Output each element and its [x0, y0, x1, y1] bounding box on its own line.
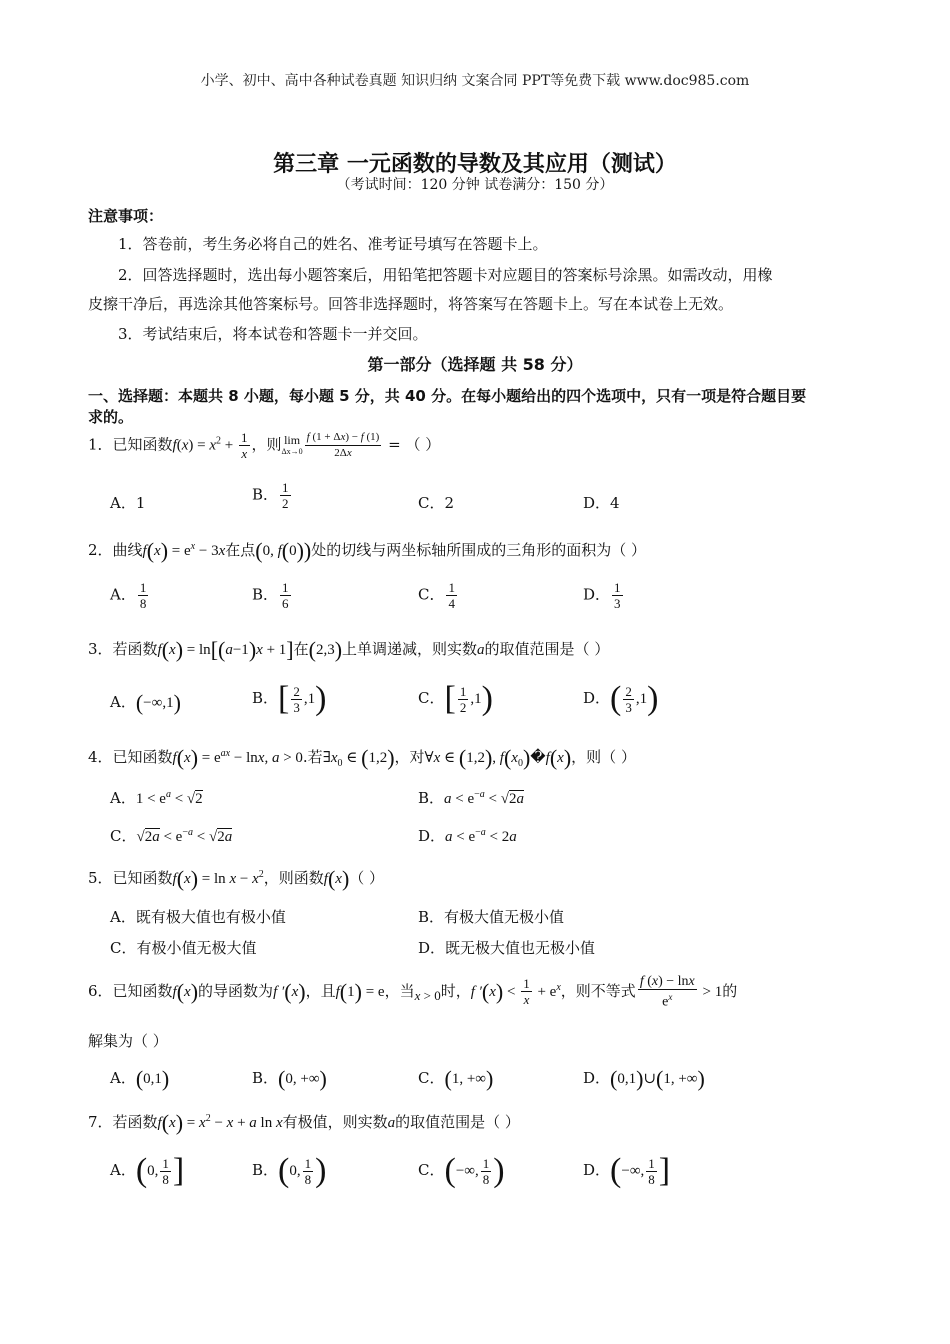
formula: 1 < e — [135, 791, 166, 807]
formula: x — [489, 983, 496, 1000]
option-b[interactable] — [252, 1152, 326, 1190]
question-text: ，则不等式 — [560, 981, 636, 1000]
formula: < — [503, 983, 520, 1000]
formula: ) — [315, 1152, 327, 1189]
formula: ) — [485, 1066, 494, 1091]
option-c[interactable] — [418, 680, 493, 718]
formula: 0,1 — [143, 1071, 162, 1087]
formula: + — [233, 1115, 250, 1131]
formula: ( — [610, 1152, 622, 1189]
option-label: C． — [110, 827, 137, 845]
formula: ( — [610, 1066, 618, 1091]
formula: 0 — [517, 758, 523, 769]
formula: ( — [339, 978, 348, 1004]
formula: − 3 — [195, 543, 219, 559]
formula: 0, +∞ — [285, 1071, 320, 1087]
fraction: $\frac{1}{8}$ — [648, 1155, 655, 1187]
formula: − — [210, 1115, 227, 1131]
formula: ( — [503, 745, 512, 770]
formula: ) — [563, 745, 572, 770]
formula: x — [169, 1115, 176, 1131]
option-a[interactable] — [110, 1066, 169, 1092]
formula: > 0 — [420, 987, 441, 1003]
option-a[interactable] — [110, 1152, 184, 1190]
formula: ) — [334, 637, 343, 662]
formula: x — [291, 983, 299, 1000]
formula: < e — [159, 829, 183, 845]
question-text: 处的切线与两坐标轴所围成的三角形的面积为（ ） — [311, 541, 647, 559]
formula: , — [492, 750, 500, 766]
formula: ( — [444, 1152, 456, 1189]
option-d[interactable] — [418, 825, 517, 846]
option-label: A． — [110, 693, 136, 711]
exam-info: （考试时间：120 分钟 试卷满分：150 分） — [336, 177, 614, 193]
formula: x — [252, 871, 259, 887]
formula: ) — [173, 690, 181, 715]
formula: ) — [387, 745, 395, 770]
formula: x — [199, 1115, 206, 1131]
option-b[interactable] — [418, 787, 524, 808]
formula: = e — [361, 983, 385, 1000]
option-a[interactable]: A．既有极大值也有极小值 — [110, 908, 286, 926]
question-2 — [88, 538, 646, 564]
option-c[interactable] — [418, 1152, 505, 1190]
question-text: 的 — [722, 981, 738, 1000]
question-text: 7．若函数 — [88, 1113, 158, 1131]
option-d[interactable] — [583, 580, 625, 611]
question-4 — [88, 745, 636, 771]
formula: a — [271, 750, 280, 766]
formula: 2a — [217, 829, 233, 845]
limit-operator: lim Δx→0 — [281, 432, 303, 456]
formula: f — [157, 1115, 162, 1131]
formula: −a — [474, 789, 485, 800]
fraction: $\frac{1}{8}$ — [304, 1155, 312, 1187]
option-b[interactable] — [252, 580, 293, 611]
formula: ,1 — [470, 691, 482, 707]
formula: ∈ — [342, 750, 362, 766]
formula: x — [414, 987, 421, 1003]
formula: ( — [308, 637, 316, 662]
formula: f — [172, 750, 177, 766]
formula: 1,2 — [466, 750, 485, 766]
formula: x — [154, 543, 161, 559]
option-label: D． — [418, 827, 446, 845]
formula: )) — [296, 538, 312, 563]
formula: −a — [475, 827, 486, 838]
formula: < √ — [170, 791, 196, 807]
formula: + — [221, 437, 237, 454]
formula: 0, — [262, 543, 278, 559]
formula: f — [335, 983, 340, 1000]
question-text: ，则（ ） — [571, 748, 636, 766]
formula: < e — [451, 791, 475, 807]
question-3 — [88, 637, 609, 663]
formula: ( — [610, 680, 622, 717]
formula: < 2 — [485, 829, 510, 845]
formula: f — [172, 871, 177, 887]
formula: ] — [658, 1152, 671, 1189]
formula: 0,1 — [617, 1071, 637, 1087]
question-5 — [88, 866, 384, 892]
question-text: 在 — [293, 640, 309, 658]
formula: ( — [444, 1066, 452, 1091]
formula: a — [225, 642, 233, 658]
formula: −∞, — [455, 1163, 479, 1179]
formula: x — [275, 1115, 283, 1131]
formula: a — [445, 829, 453, 845]
option-label: D． — [583, 1069, 611, 1087]
formula: 2a — [144, 829, 160, 845]
option-label: B． — [252, 585, 279, 604]
formula: ) — [354, 978, 362, 1004]
formula: x — [209, 437, 217, 454]
formula: 2 — [216, 435, 222, 447]
formula: ( — [281, 538, 290, 563]
formula: x — [226, 1115, 234, 1131]
formula: ) — [697, 1066, 705, 1091]
question-text: 的取值范围是（ ） — [395, 1113, 520, 1131]
question-text: （ ） — [349, 869, 385, 887]
formula: x — [511, 750, 518, 766]
notice-heading: 注意事项： — [88, 207, 164, 225]
formula: = e — [168, 543, 191, 559]
formula: f — [323, 871, 328, 887]
formula: ( — [135, 1152, 148, 1189]
notice-item-2: 2．回答选择题时，选出每小题答案后，用铅笔把答题卡对应题目的答案标号涂黑。如需改动，用橡 — [118, 266, 773, 284]
formula: > 1 — [698, 983, 723, 1000]
formula: = — [183, 1115, 200, 1131]
question-text: 4．已知函数 — [88, 748, 173, 766]
formula: ) — [161, 1066, 170, 1091]
formula: [ — [444, 680, 456, 717]
formula: 0 — [289, 543, 297, 559]
formula: ( — [146, 538, 155, 563]
question-1 — [88, 430, 440, 461]
option-label: C． — [418, 585, 445, 604]
formula: = ln — [198, 871, 230, 887]
formula: ) — [175, 1110, 184, 1135]
question-7 — [88, 1110, 520, 1136]
formula: ( — [255, 538, 263, 563]
formula: −∞, — [621, 1163, 645, 1179]
question-text: 1．已知函数 — [88, 435, 173, 454]
formula: a — [165, 789, 171, 800]
formula: −1 — [232, 642, 249, 658]
option-d[interactable] — [583, 1066, 705, 1092]
formula: + 1 — [262, 642, 287, 658]
formula: ∀ — [424, 750, 434, 766]
fraction: $\frac{1}{8}$ — [162, 1155, 169, 1187]
option-c[interactable] — [110, 825, 232, 846]
formula: ) — [647, 680, 659, 717]
question-text: 的导函数为 — [198, 981, 274, 1000]
formula: 2a — [509, 791, 524, 807]
formula: √ — [136, 829, 145, 845]
formula: ) — [341, 866, 350, 891]
formula: ( — [176, 978, 185, 1004]
formula: f ′ — [470, 983, 482, 1000]
formula: x — [184, 983, 191, 1000]
question-text: 的取值范围是（ ） — [484, 640, 610, 658]
question-text: 上单调递减，则实数 — [342, 640, 478, 658]
formula: 2 — [258, 869, 264, 880]
formula: ) = — [188, 437, 210, 454]
formula: 0 — [337, 758, 343, 769]
formula: ∃ — [322, 750, 331, 766]
formula: ) — [160, 538, 169, 563]
formula: x — [218, 543, 226, 559]
formula: ) — [315, 680, 327, 717]
formula: [( — [210, 637, 226, 662]
formula: ) — [319, 1066, 327, 1091]
formula: a — [477, 642, 485, 658]
formula: f — [157, 642, 162, 658]
formula: ) — [484, 745, 493, 770]
formula: ( — [135, 1066, 144, 1091]
formula: a — [509, 829, 517, 845]
formula: x — [190, 541, 196, 552]
formula: f — [499, 750, 504, 766]
option-d[interactable]: D．4 — [583, 494, 620, 512]
formula: = ln — [183, 642, 211, 658]
formula: 1, +∞ — [663, 1071, 698, 1087]
fraction: $\frac{1}{6}$ — [282, 580, 289, 611]
formula: , — [264, 750, 272, 766]
formula: f ′ — [273, 983, 285, 1000]
question-text: ，则函数 — [263, 869, 324, 887]
formula: ] — [172, 1152, 185, 1189]
formula: ) — [190, 745, 199, 770]
fraction: $\frac{f (1 + \Delta x) - f (1)}{2\Delta x}$ — [306, 431, 380, 459]
formula: < √ — [192, 829, 218, 845]
formula: ,1 — [635, 691, 648, 707]
formula: ( — [327, 866, 336, 891]
option-label: B． — [252, 485, 279, 504]
formula: ∈ — [440, 750, 459, 766]
option-c[interactable]: C．有极小值无极大值 — [110, 939, 257, 957]
formula: ( — [176, 866, 185, 891]
fraction: $\frac{1}{3}$ — [614, 580, 621, 611]
question-text: 有极值，则实数 — [282, 1113, 388, 1131]
formula: − ln — [230, 750, 258, 766]
formula: ∪ — [643, 1071, 657, 1087]
option-a[interactable] — [110, 580, 150, 611]
option-b[interactable] — [252, 480, 293, 511]
option-a[interactable]: A．1 — [110, 494, 146, 512]
formula: ,1 — [303, 691, 316, 707]
formula: 1,2 — [368, 750, 388, 766]
option-b[interactable]: B．有极大值无极小值 — [418, 908, 565, 926]
formula: ) — [636, 1066, 644, 1091]
formula: ] — [286, 637, 294, 662]
option-label: D． — [583, 585, 611, 604]
formula: ( — [361, 745, 369, 770]
formula: x — [181, 437, 189, 454]
formula: x — [256, 642, 263, 658]
formula: x — [335, 871, 342, 887]
question-text: ，且 — [305, 981, 336, 1000]
formula: a — [387, 1115, 396, 1131]
option-label: B． — [252, 1069, 279, 1087]
option-label: C． — [418, 689, 445, 707]
formula: ln — [256, 1115, 276, 1131]
formula: ( — [278, 1066, 286, 1091]
formula: ( — [176, 745, 185, 770]
formula: a — [444, 791, 452, 807]
question-text: 6．已知函数 — [88, 981, 173, 1000]
formula: ( — [481, 978, 490, 1004]
formula: x — [433, 750, 441, 766]
formula: ) — [493, 1152, 505, 1189]
formula: ( — [135, 690, 144, 715]
formula: x — [184, 871, 191, 887]
question-text: 5．已知函数 — [88, 869, 173, 887]
formula: + e — [533, 983, 557, 1000]
fraction: $\frac{1}{x}$ — [523, 976, 530, 1008]
option-b[interactable] — [252, 680, 326, 718]
formula: f — [172, 437, 177, 454]
fraction: $\frac{f (x) - \ln x}{e^x}$ — [639, 974, 695, 1010]
formula: ) — [248, 637, 257, 662]
option-label: A． — [110, 1069, 136, 1087]
option-label: B． — [418, 789, 445, 807]
page-title: 第三章 一元函数的导数及其应用（测试） — [273, 152, 677, 177]
option-a[interactable] — [110, 690, 181, 716]
formula: x — [169, 642, 176, 658]
formula: x — [556, 981, 561, 993]
formula: ( — [176, 437, 182, 454]
formula: x — [557, 750, 564, 766]
option-label: A． — [110, 789, 136, 807]
formula: > 0 — [279, 750, 303, 766]
option-label: D． — [583, 1161, 611, 1179]
question-6 — [88, 974, 737, 1010]
question-text: = （ ） — [383, 435, 441, 454]
formula: ( — [161, 637, 170, 662]
fraction: $\frac{1}{x}$ — [241, 430, 248, 461]
formula: ) — [298, 978, 306, 1004]
fraction: $\frac{1}{8}$ — [139, 580, 147, 611]
formula: f — [142, 543, 147, 559]
fraction: $\frac{1}{4}$ — [448, 580, 455, 611]
formula: f — [545, 750, 550, 766]
fraction: $\frac{1}{8}$ — [482, 1155, 490, 1187]
option-c[interactable]: C．2 — [418, 494, 455, 512]
formula: ax — [220, 748, 231, 759]
option-label: B． — [252, 1161, 279, 1179]
formula: 2 — [195, 791, 203, 807]
option-label: C． — [418, 1161, 445, 1179]
option-label: C． — [418, 1069, 445, 1087]
question-6-cont: 解集为（ ） — [88, 1032, 168, 1050]
option-label: B． — [252, 689, 279, 707]
formula: −∞,1 — [143, 695, 174, 711]
notice-item-1: 1．答卷前，考生务必将自己的姓名、准考证号填写在答题卡上。 — [118, 235, 548, 253]
question-text: .若 — [302, 748, 323, 766]
formula: ( — [549, 745, 558, 770]
formula: 0, — [147, 1163, 159, 1179]
option-b[interactable] — [252, 1066, 327, 1092]
formula: 1, +∞ — [451, 1071, 486, 1087]
formula: < √ — [484, 791, 509, 807]
formula: x — [330, 750, 338, 766]
fraction: $\frac{1}{2}$ — [459, 683, 467, 715]
page-header: 小学、初中、高中各种试卷真题 知识归纳 文案合同 PPT等免费下载 www.doc985.com — [200, 73, 750, 89]
formula: f — [277, 543, 282, 559]
question-text: ，对 — [394, 748, 425, 766]
question-text: 2．曲线 — [88, 541, 143, 559]
option-c[interactable] — [418, 580, 459, 611]
question-text: ，则 — [251, 435, 282, 454]
question-text: 3．若函数 — [88, 640, 158, 658]
option-c[interactable] — [418, 1066, 493, 1092]
formula: ( — [278, 1152, 290, 1189]
notice-item-2-cont: 皮擦干净后，再选涂其他答案标号。回答非选择题时，将答案写在答题卡上。写在本试卷上无效。 — [88, 295, 734, 313]
formula: � — [530, 750, 546, 766]
option-label: D． — [583, 689, 611, 707]
formula: ) — [481, 680, 493, 717]
option-label: A． — [110, 585, 136, 604]
formula: ( — [161, 1110, 170, 1135]
option-label: A． — [110, 1161, 136, 1179]
fraction: $\frac{2}{3}$ — [625, 683, 632, 715]
option-d[interactable]: D．既无极大值也无极小值 — [418, 939, 596, 957]
formula: 0, — [289, 1163, 301, 1179]
formula: ) — [522, 745, 531, 770]
formula: 1 — [347, 983, 355, 1000]
formula: f — [172, 983, 177, 1000]
formula: ) — [495, 978, 504, 1004]
option-d[interactable] — [583, 1152, 670, 1190]
fraction: $\frac{1}{2}$ — [282, 480, 289, 511]
question-text: ，当 — [384, 981, 415, 1000]
formula: [ — [278, 680, 290, 717]
formula: a — [249, 1115, 257, 1131]
fraction: $\frac{2}{3}$ — [293, 683, 300, 715]
formula: 2 — [205, 1113, 211, 1124]
formula: ( — [284, 978, 292, 1004]
formula: 2,3 — [315, 642, 335, 658]
notice-item-3: 3．考试结束后，将本试卷和答题卡一并交回。 — [118, 325, 428, 343]
option-d[interactable] — [583, 680, 658, 718]
formula: < e — [452, 829, 476, 845]
formula: x — [184, 750, 191, 766]
formula: ) — [190, 978, 199, 1004]
formula: = e — [198, 750, 221, 766]
question-text: 在点 — [225, 541, 256, 559]
formula: x — [229, 871, 237, 887]
option-a[interactable] — [110, 787, 203, 808]
section-instruction: 一、选择题：本题共 8 小题，每小题 5 分，共 40 分。在每小题给出的四个选项中，只有一项是符合题目要 — [88, 387, 807, 405]
part-heading: 第一部分（选择题 共 58 分） — [367, 355, 583, 374]
formula: ( — [656, 1066, 664, 1091]
formula: ) — [175, 637, 184, 662]
formula: ) — [190, 866, 199, 891]
formula: x — [257, 750, 265, 766]
formula: −a — [182, 827, 193, 838]
question-text: 时， — [440, 981, 471, 1000]
formula: ( — [458, 745, 467, 770]
formula: − — [236, 871, 253, 887]
section-instruction-cont: 求的。 — [88, 408, 134, 426]
